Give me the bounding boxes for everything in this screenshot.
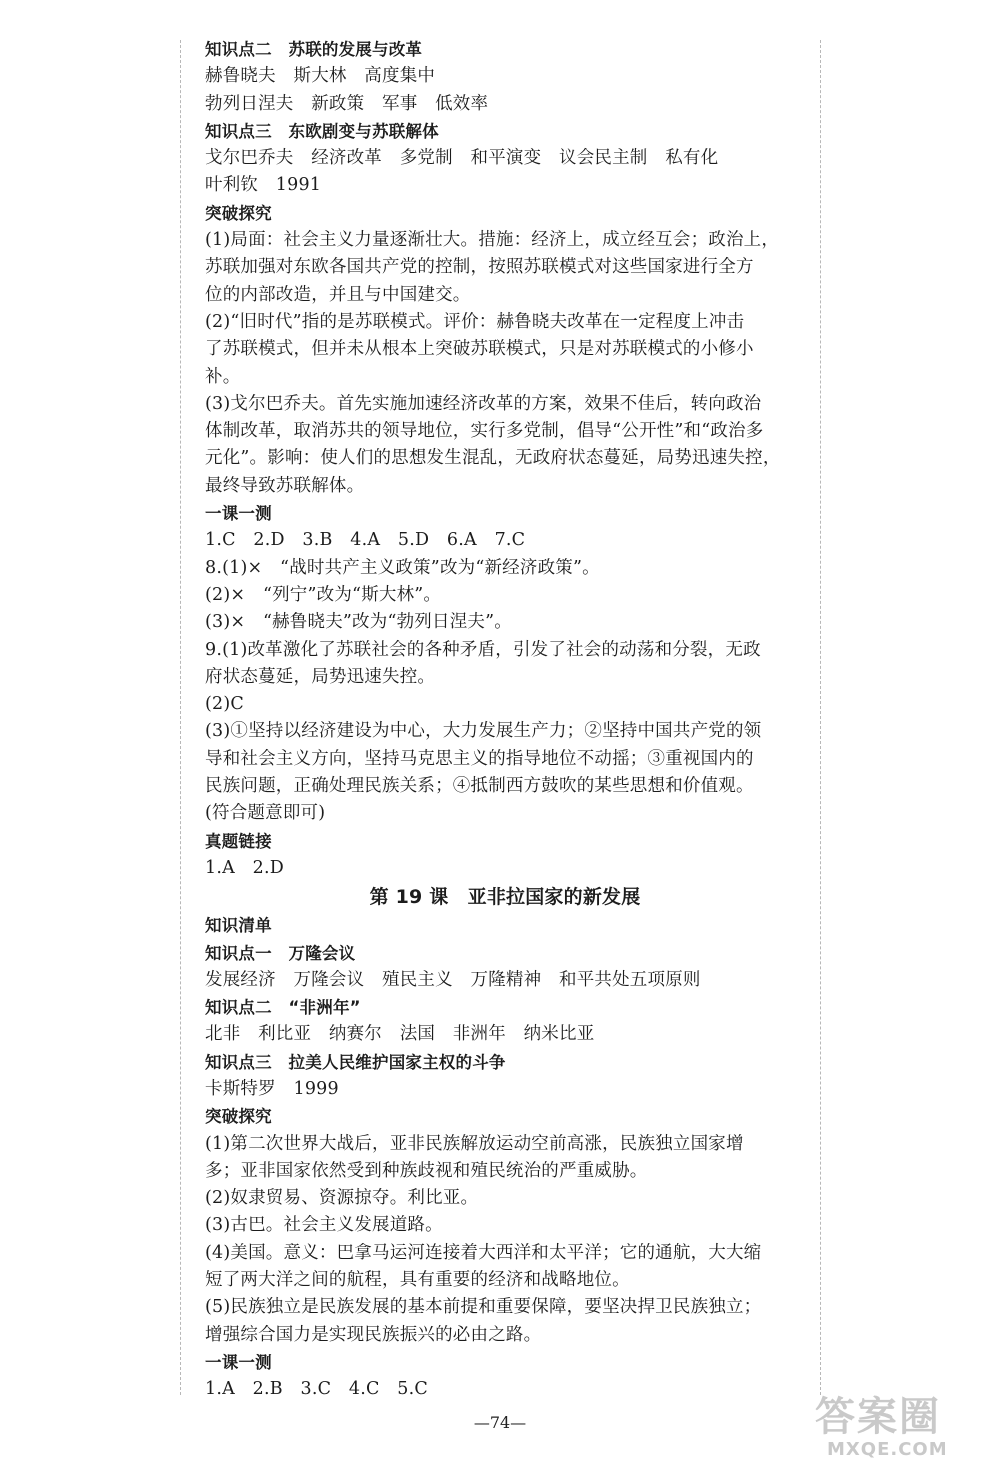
text-line: (3)①坚持以经济建设为中心，大力发展生产力；②坚持中国共产党的领 bbox=[205, 721, 762, 742]
lesson-title: 第 19 课 亚非拉国家的新发展 bbox=[369, 886, 641, 909]
left-dashed-rule bbox=[180, 40, 181, 1395]
text-line: 苏联加强对东欧各国共产党的控制，按照苏联模式对这些国家进行全方 bbox=[205, 257, 754, 278]
text-line: 位的内部改造，并且与中国建交。 bbox=[205, 284, 471, 305]
text-line: 体制改革，取消苏共的领导地位，实行多党制，倡导“公开性”和“政治多 bbox=[205, 421, 764, 442]
section-heading: 突破探究 bbox=[205, 203, 272, 223]
watermark-text: 答案圈 bbox=[815, 1394, 941, 1440]
text-line: 1.A 2.D bbox=[205, 857, 284, 878]
text-line: (2)C bbox=[205, 694, 244, 715]
text-line: 勃列日涅夫 新政策 军事 低效率 bbox=[205, 93, 489, 114]
text-line: (3)戈尔巴乔夫。首先实施加速经济改革的方案，效果不佳后，转向政治 bbox=[205, 393, 762, 414]
text-line: 卡斯特罗 1999 bbox=[205, 1078, 339, 1099]
text-line: 元化”。影响：使人们的思想发生混乱，无政府状态蔓延，局势迅速失控， bbox=[205, 448, 781, 469]
right-dashed-rule bbox=[820, 40, 821, 1395]
text-line: 短了两大洋之间的航程，具有重要的经济和战略地位。 bbox=[205, 1270, 630, 1291]
text-line: 了苏联模式，但并未从根本上突破苏联模式，只是对苏联模式的小修小 bbox=[205, 339, 754, 360]
section-heading: 知识点二 “非洲年” bbox=[205, 998, 361, 1018]
text-line: 最终导致苏联解体。 bbox=[205, 475, 365, 496]
text-line: (3)古巴。社会主义发展道路。 bbox=[205, 1215, 443, 1236]
text-line: 北非 利比亚 纳赛尔 法国 非洲年 纳米比亚 bbox=[205, 1024, 595, 1045]
text-line: 多；亚非国家依然受到种族歧视和殖民统治的严重威胁。 bbox=[205, 1160, 648, 1181]
text-line: (4)美国。意义：巴拿马运河连接着大西洋和太平洋；它的通航，大大缩 bbox=[205, 1242, 762, 1263]
text-line: 1.C 2.D 3.B 4.A 5.D 6.A 7.C bbox=[205, 530, 526, 551]
text-line: 1.A 2.B 3.C 4.C 5.C bbox=[205, 1379, 428, 1400]
watermark-url: MXQE.COM bbox=[827, 1439, 948, 1460]
section-heading: 突破探究 bbox=[205, 1107, 272, 1127]
text-line: (1)局面：社会主义力量逐渐壮大。措施：经济上，成立经互会；政治上， bbox=[205, 230, 780, 251]
section-heading: 一课一测 bbox=[205, 504, 272, 524]
text-line: 民族问题，正确处理民族关系；④抵制西方鼓吹的某些思想和价值观。 bbox=[205, 776, 754, 797]
text-line: 增强综合国力是实现民族振兴的必由之路。 bbox=[205, 1324, 542, 1345]
text-line: 府状态蔓延，局势迅速失控。 bbox=[205, 666, 436, 687]
section-heading: 知识清单 bbox=[205, 916, 272, 936]
page-number: —74— bbox=[473, 1413, 527, 1432]
text-line: (3)× “赫鲁晓夫”改为“勃列日涅夫”。 bbox=[205, 612, 512, 633]
text-line: (2)× “列宁”改为“斯大林”。 bbox=[205, 584, 442, 605]
section-heading: 知识点一 万隆会议 bbox=[205, 943, 356, 963]
text-line: (1)第二次世界大战后，亚非民族解放运动空前高涨，民族独立国家增 bbox=[205, 1133, 744, 1154]
text-line: 补。 bbox=[205, 366, 241, 387]
section-heading: 知识点三 拉美人民维护国家主权的斗争 bbox=[205, 1052, 506, 1072]
text-line: 9.(1)改革激化了苏联社会的各种矛盾，引发了社会的动荡和分裂，无政 bbox=[205, 639, 761, 660]
text-line: 戈尔巴乔夫 经济改革 多党制 和平演变 议会民主制 私有化 bbox=[205, 148, 719, 169]
text-line: 赫鲁晓夫 斯大林 高度集中 bbox=[205, 66, 436, 87]
section-heading: 知识点三 东欧剧变与苏联解体 bbox=[205, 121, 439, 141]
text-line: 发展经济 万隆会议 殖民主义 万隆精神 和平共处五项原则 bbox=[205, 969, 701, 990]
text-line: 叶利钦 1991 bbox=[205, 175, 322, 196]
text-line: 8.(1)× “战时共产主义政策”改为“新经济政策”。 bbox=[205, 557, 600, 578]
section-heading: 真题链接 bbox=[205, 831, 272, 851]
section-heading: 知识点二 苏联的发展与改革 bbox=[205, 40, 423, 59]
text-line: (符合题意即可) bbox=[205, 803, 326, 824]
text-line: (2)奴隶贸易、资源掠夺。利比亚。 bbox=[205, 1188, 479, 1209]
text-line: (2)“旧时代”指的是苏联模式。评价：赫鲁晓夫改革在一定程度上冲击 bbox=[205, 311, 745, 332]
text-line: (5)民族独立是民族发展的基本前提和重要保障，要坚决捍卫民族独立； bbox=[205, 1297, 762, 1318]
watermark-logo bbox=[815, 1395, 995, 1467]
answer-content bbox=[205, 36, 805, 1404]
text-line: 导和社会主义方向，坚持马克思主义的指导地位不动摇；③重视国内的 bbox=[205, 748, 754, 769]
section-heading: 一课一测 bbox=[205, 1352, 272, 1372]
